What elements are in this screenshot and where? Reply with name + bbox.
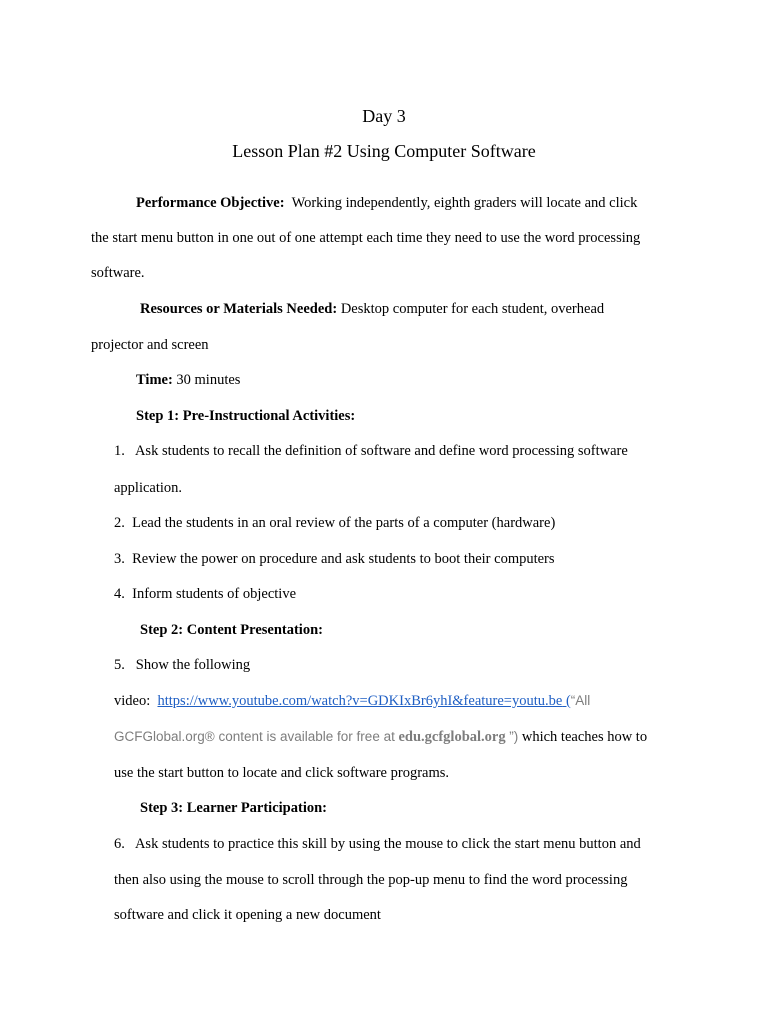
- time-value: 30 minutes: [176, 372, 241, 388]
- list-item-continuation: application.: [114, 480, 183, 496]
- resources-line-1: [140, 300, 604, 318]
- video-line: [114, 692, 590, 710]
- list-text: Review the power on procedure and ask students to boot their computers: [132, 551, 555, 567]
- list-item: [114, 514, 555, 532]
- list-text: Ask students to practice this skill by using the mouse to click the start menu button and: [134, 836, 641, 852]
- resources-text: Desktop computer for each student, overhead: [340, 301, 605, 317]
- list-number: 6.: [114, 836, 125, 852]
- objective-line-3: software.: [91, 265, 145, 281]
- step1-heading: Step 1: Pre-Instructional Activities:: [136, 408, 356, 424]
- step3-heading: Step 3: Learner Participation:: [140, 800, 327, 816]
- video-description: use the start button to locate and click software programs.: [114, 765, 450, 781]
- resources-line-2: projector and screen: [91, 337, 209, 353]
- day-heading: Day 3: [362, 106, 406, 126]
- step2-heading: Step 2: Content Presentation:: [140, 622, 323, 638]
- list-number: 4.: [114, 586, 125, 602]
- list-number: 1.: [114, 443, 125, 459]
- video-label: video:: [114, 693, 151, 709]
- resources-label: Resources or Materials Needed:: [140, 301, 338, 317]
- objective-line-2: the start menu button in one out of one attempt each time they need to use the word processing: [91, 230, 641, 246]
- list-number: 5.: [114, 657, 125, 673]
- page-title: Lesson Plan #2 Using Computer Software: [232, 141, 536, 161]
- list-item: [114, 585, 296, 603]
- credit-quote-close: ”): [509, 729, 519, 744]
- credit-line-rest: which teaches how to: [521, 729, 648, 745]
- list-text: Ask students to recall the definition of software and define word processing software: [134, 443, 628, 459]
- objective-label: Performance Objective:: [136, 195, 285, 211]
- list-item-continuation: then also using the mouse to scroll through the pop-up menu to find the word processing: [114, 872, 628, 888]
- list-text: Inform students of objective: [132, 586, 297, 602]
- list-text: Lead the students in an oral review of the parts of a computer (hardware): [132, 515, 556, 531]
- objective-line-1: [136, 194, 637, 212]
- list-item: [114, 442, 628, 460]
- time-line: [136, 371, 240, 389]
- list-item: [114, 550, 555, 568]
- credit-site: edu.gcfglobal.org: [398, 729, 506, 745]
- list-item-continuation: software and click it opening a new document: [114, 907, 381, 923]
- time-label: Time:: [136, 372, 173, 388]
- list-item: [114, 656, 250, 674]
- credit-text: GCFGlobal.org® content is available for free at: [114, 729, 395, 744]
- list-text: Show the following: [135, 657, 251, 673]
- list-number: 2.: [114, 515, 125, 531]
- credit-quote-open: “All: [570, 693, 591, 708]
- list-item: [114, 835, 641, 853]
- credit-line: [114, 728, 647, 746]
- list-number: 3.: [114, 551, 125, 567]
- video-link[interactable]: https://www.youtube.com/watch?v=GDKIxBr6yhI&feature=youtu.be (: [157, 693, 571, 709]
- objective-text: Working independently, eighth graders will locate and click: [291, 195, 638, 211]
